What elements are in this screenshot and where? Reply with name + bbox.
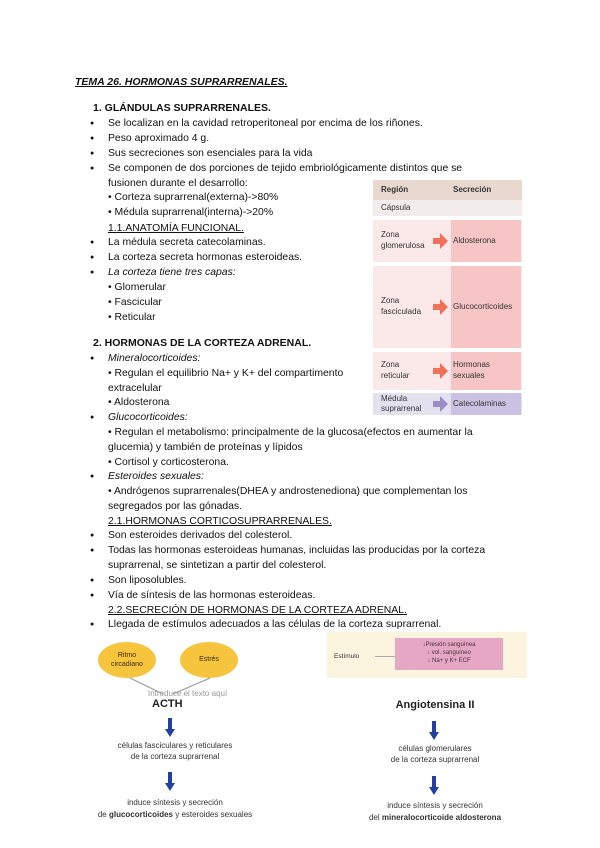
arrow-right-icon: [433, 396, 447, 412]
arrow-down-icon: [165, 772, 175, 792]
zone-fasciculada-row: [373, 266, 522, 348]
arrow-down-icon: [429, 721, 439, 741]
capsula-row: [373, 200, 522, 216]
zone-glomerulosa-row: [373, 220, 522, 262]
bullet: ● La corteza tiene tres capas:: [108, 265, 236, 280]
header-secrecion: Secreción: [453, 185, 492, 194]
bullet: ● Esteroides sexuales:: [108, 469, 204, 484]
bullet: ● Todas las hormonas esteroideas humanas, incluidas las producidas por la corteza: [108, 543, 485, 558]
sub-item: segregados por las gónadas.: [108, 501, 243, 512]
subsection-heading: 2.2.SECRECIÓN DE HORMONAS DE LA CORTEZA ADRENAL.: [108, 605, 407, 616]
zone-label: glomerulosa: [381, 241, 425, 250]
bullet: ● Son esteroides derivados del colesterol.: [108, 528, 292, 543]
sub-item: • Regulan el equilibrio Na+ y K+ del compartimento: [108, 368, 344, 379]
effect-text: induce síntesis y secreción: [387, 801, 483, 810]
sub-item: • Médula suprarrenal(interna)->20%: [108, 207, 274, 218]
sub-item: • Fascicular: [108, 297, 162, 308]
bullet: ● Mineralocorticoides:: [108, 351, 200, 366]
subsection-heading: 1.1.ANATOMÍA FUNCIONAL.: [108, 223, 244, 234]
secretion-label: Aldosterona: [453, 236, 496, 245]
page-title: TEMA 26. HORMONAS SUPRARRENALES.: [75, 76, 288, 88]
sub-item: • Glomerular: [108, 282, 166, 293]
bullet: ● Sus secreciones son esenciales para la vida: [108, 146, 312, 161]
stimulus-label: Estímulo: [334, 653, 360, 660]
target-cells: células glomerulares: [398, 744, 472, 753]
zone-label: Zona: [381, 296, 400, 305]
sub-item: glucemia) y también de proteínas y lípidos: [108, 442, 303, 453]
bullet: ● Son liposolubles.: [108, 573, 187, 588]
target-cells: de la corteza suprarrenal: [130, 752, 220, 761]
connector-line: [375, 656, 395, 657]
secretion-label: Glucocorticoides: [453, 302, 513, 311]
sub-item: • Regulan el metabolismo: principalmente de la glucosa(efectos en aumentar la: [108, 427, 473, 438]
effect-text: induce síntesis y secreción: [127, 798, 223, 807]
secretion-label: Hormonas: [453, 360, 490, 369]
arrow-right-icon: [433, 363, 447, 379]
bullet: ● La corteza secreta hormonas esteroideas.: [108, 250, 302, 265]
capsula-label: Cápsula: [381, 203, 411, 212]
arrow-right-icon: [433, 299, 447, 315]
text-placeholder: Introduce el texto aquí: [148, 689, 228, 698]
secretion-label: Catecolaminas: [453, 399, 506, 408]
target-cells: de la corteza suprarrenal: [390, 755, 480, 764]
zone-label: Zona: [381, 230, 400, 239]
zone-label: Médula: [381, 394, 408, 403]
bullet: ● Vía de síntesis de las hormonas esteroideas.: [108, 588, 315, 603]
angiotensin-label: Angiotensina II: [395, 699, 475, 711]
secretion-label: sexuales: [453, 371, 485, 380]
zone-label: suprarrenal: [381, 404, 422, 413]
ritmo-circadiano-oval: Ritmo circadiano: [98, 642, 156, 678]
bullet: ● Llegada de estímulos adecuados a las células de la corteza suprarrenal.: [108, 617, 441, 632]
arrow-down-icon: [429, 776, 439, 796]
medula-row: [373, 393, 522, 415]
subsection-heading: 2.1.HORMONAS CORTICOSUPRARRENALES.: [108, 516, 332, 527]
bullet: ● Se componen de dos porciones de tejido embriológicamente distintos que se: [108, 161, 462, 176]
header-region: Región: [381, 185, 409, 194]
bullet: ● Glucocorticoides:: [108, 410, 188, 425]
effect-text: del mineralocorticoide aldosterona: [368, 813, 502, 822]
section1-heading: 1. GLÁNDULAS SUPRARRENALES.: [93, 102, 271, 114]
zone-label: Zona: [381, 360, 400, 369]
stimulus-box: ↓Presión sanguínea ↓ vol. sanguíneo ↓ Na+ y K+ ECF: [395, 638, 503, 670]
bullet-continuation: suprarrenal, se sintetizan a partir del colesterol.: [108, 560, 327, 571]
bullet-continuation: fusionen durante el desarrollo:: [108, 178, 248, 189]
target-cells: células fasciculares y reticulares: [117, 741, 233, 750]
estres-oval: Estrés: [180, 642, 238, 678]
zone-reticular-row: [373, 352, 522, 390]
zone-label: fasciculada: [381, 307, 422, 316]
table-header: [373, 180, 522, 200]
sub-item: • Corteza suprarrenal(externa)->80%: [108, 192, 279, 203]
acth-label: ACTH: [152, 698, 183, 710]
arrow-right-icon: [433, 233, 447, 249]
sub-item: • Cortisol y corticosterona.: [108, 457, 229, 468]
bullet: ● La médula secreta catecolaminas.: [108, 235, 266, 250]
bullet: ● Peso aproximado 4 g.: [108, 131, 209, 146]
sub-item: • Andrógenos suprarrenales(DHEA y androstenediona) que complementan los: [108, 486, 468, 497]
adrenal-zones-table: [373, 180, 522, 415]
effect-text: de glucocorticoides y esteroides sexuales: [97, 810, 253, 819]
sub-item: • Reticular: [108, 312, 156, 323]
section2-heading: 2. HORMONAS DE LA CORTEZA ADRENAL.: [93, 337, 312, 349]
arrow-down-icon: [165, 718, 175, 738]
sub-item: extracelular: [108, 383, 162, 394]
bullet: ● Se localizan en la cavidad retroperitoneal por encima de los riñones.: [108, 116, 423, 131]
sub-item: • Aldosterona: [108, 397, 170, 408]
zone-label: reticular: [381, 371, 410, 380]
